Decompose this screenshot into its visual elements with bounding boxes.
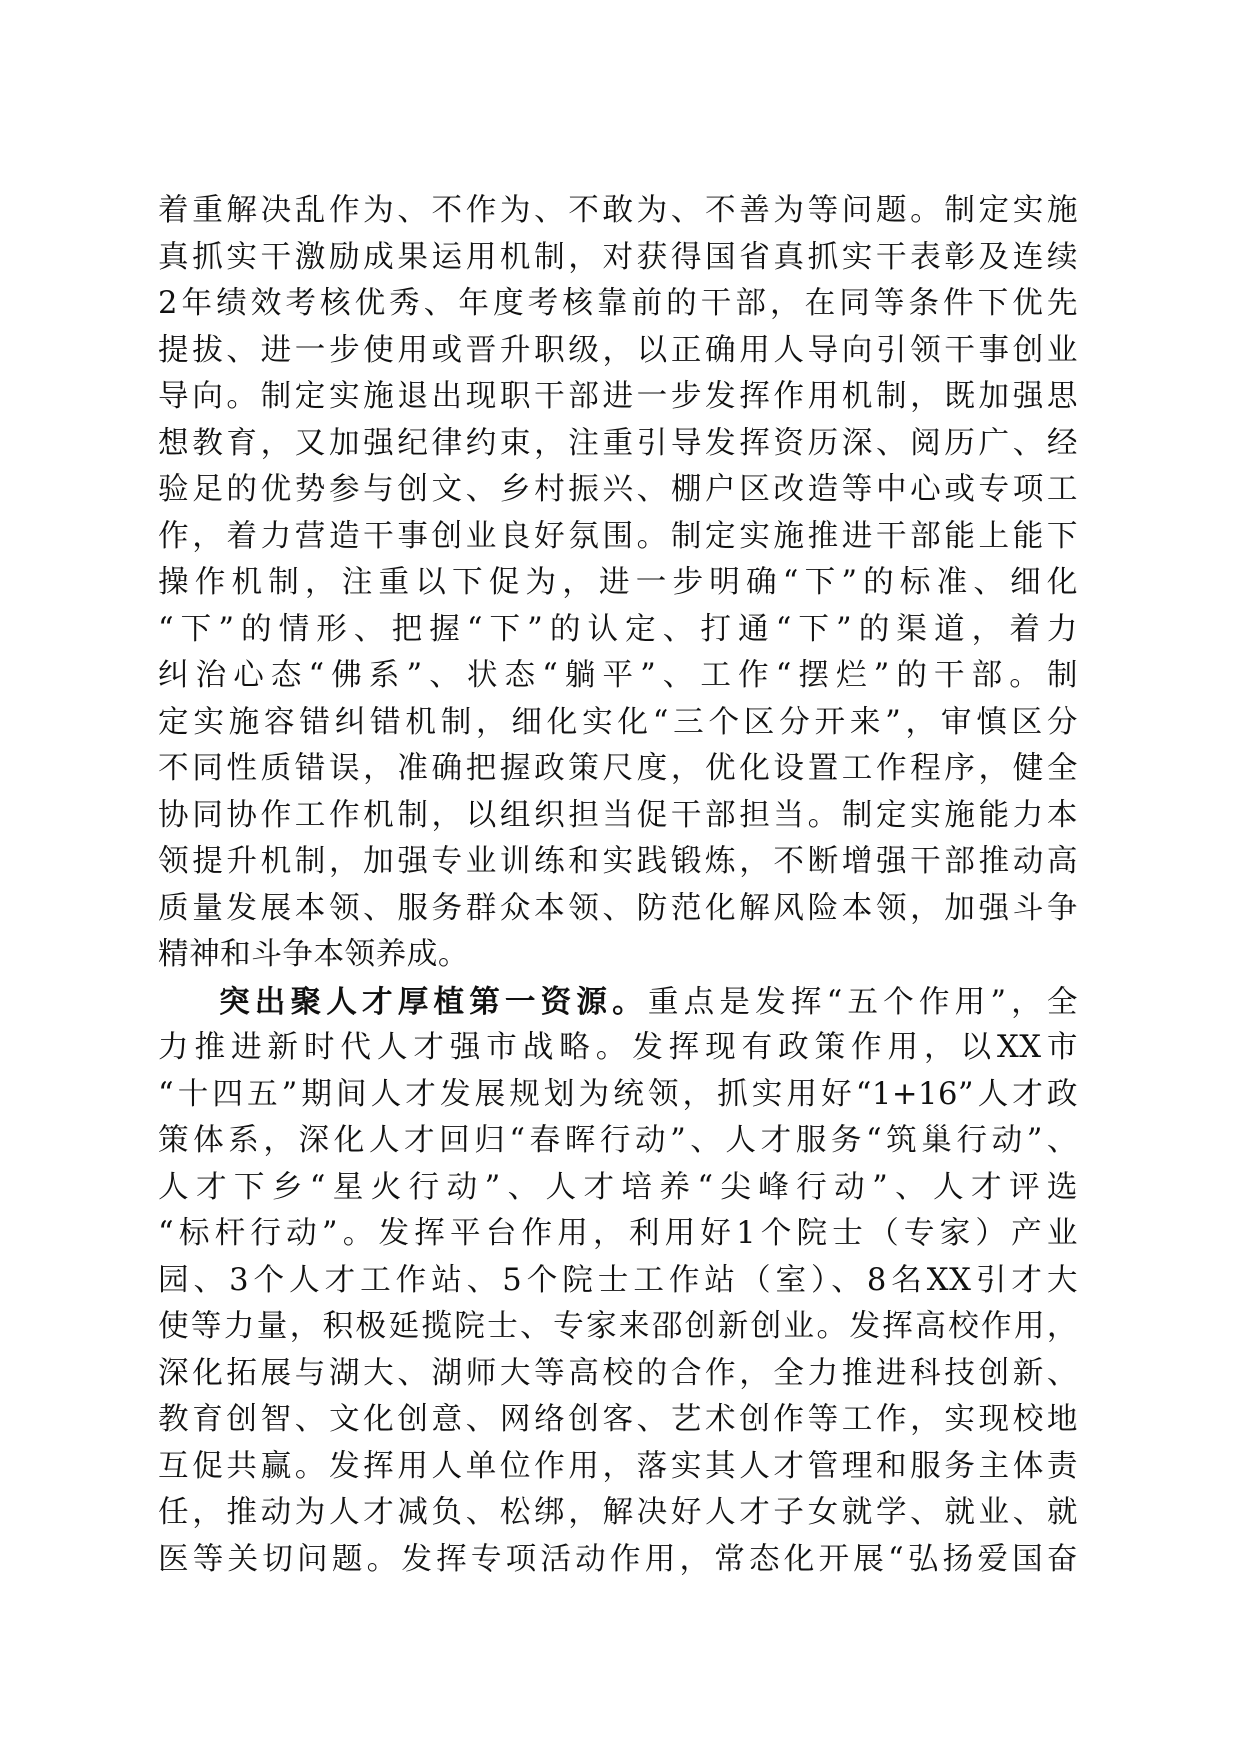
text-line: 协同协作工作机制，以组织担当促干部担当。制定实施能力本 <box>158 797 1078 833</box>
text-line: 教育创智、文化创意、网络创客、艺术创作等工作，实现校地 <box>158 1402 1078 1437</box>
section-heading: 突出聚人才厚植第一资源。 <box>219 983 648 1020</box>
text-line: “标杆行动”。发挥平台作用，利用好1个院士（专家）产业 <box>158 1216 1078 1251</box>
text-line: 提拔、进一步使用或晋升职级，以正确用人导向引领干事创业 <box>158 332 1078 368</box>
text-line: 真抓实干激励成果运用机制，对获得国省真抓实干表彰及连续 <box>158 239 1078 275</box>
text-line: 精神和斗争本领养成。 <box>158 937 469 972</box>
text-line: 验足的优势参与创文、乡村振兴、棚户区改造等中心或专项工 <box>158 472 1078 507</box>
heading-continuation: 重点是发挥“五个作用”，全 <box>647 984 1078 1020</box>
text-line: 领提升机制，加强专业训练和实践锻炼，不断增强干部推动高 <box>158 844 1078 879</box>
text-line: 不同性质错误，准确把握政策尺度，优化设置工作程序，健全 <box>158 751 1078 786</box>
text-line: 操作机制，注重以下促为，进一步明确“下”的标准、细化 <box>158 565 1078 600</box>
text-line: “十四五”期间人才发展规划为统领，抓实用好“1+16”人才政 <box>158 1076 1078 1112</box>
paragraph-talent-resources <box>158 979 1078 1584</box>
text-line: 任，推动为人才减负、松绑，解决好人才子女就学、就业、就 <box>158 1495 1078 1530</box>
text-line: 互促共赢。发挥用人单位作用，落实其人才管理和服务主体责 <box>158 1448 1078 1484</box>
text-line: 策体系，深化人才回归“春晖行动”、人才服务“筑巢行动”、 <box>158 1123 1078 1158</box>
document-page <box>158 188 1078 1583</box>
text-line: “下”的情形、把握“下”的认定、打通“下”的渠道，着力 <box>158 611 1078 647</box>
paragraph-first-line <box>158 979 1078 1026</box>
text-line: 深化拓展与湖大、湖师大等高校的合作，全力推进科技创新、 <box>158 1355 1078 1391</box>
text-line: 作，着力营造干事创业良好氛围。制定实施推进干部能上能下 <box>158 518 1078 554</box>
text-line: 人才下乡“星火行动”、人才培养“尖峰行动”、人才评选 <box>158 1169 1078 1205</box>
text-line: 定实施容错纠错机制，细化实化“三个区分开来”，审慎区分 <box>158 704 1078 740</box>
text-line: 纠治心态“佛系”、状态“躺平”、工作“摆烂”的干部。制 <box>158 658 1078 693</box>
text-line: 着重解决乱作为、不作为、不敢为、不善为等问题。制定实施 <box>158 193 1078 228</box>
text-line: 力推进新时代人才强市战略。发挥现有政策作用，以XX市 <box>158 1030 1078 1065</box>
text-line: 导向。制定实施退出现职干部进一步发挥作用机制，既加强思 <box>158 379 1078 414</box>
text-line: 质量发展本领、服务群众本领、防范化解风险本领，加强斗争 <box>158 890 1078 926</box>
text-line: 想教育，又加强纪律约束，注重引导发挥资历深、阅历广、经 <box>158 425 1078 461</box>
text-line: 使等力量，积极延揽院士、专家来邵创新创业。发挥高校作用， <box>158 1309 1078 1344</box>
text-line: 园、3个人才工作站、5个院士工作站（室）、8名XX引才大 <box>158 1262 1078 1298</box>
text-line: 2年绩效考核优秀、年度考核靠前的干部，在同等条件下优先 <box>158 286 1078 321</box>
paragraph-cadre-mechanisms <box>158 188 1078 979</box>
text-line: 医等关切问题。发挥专项活动作用，常态化开展“弘扬爱国奋 <box>158 1541 1078 1577</box>
